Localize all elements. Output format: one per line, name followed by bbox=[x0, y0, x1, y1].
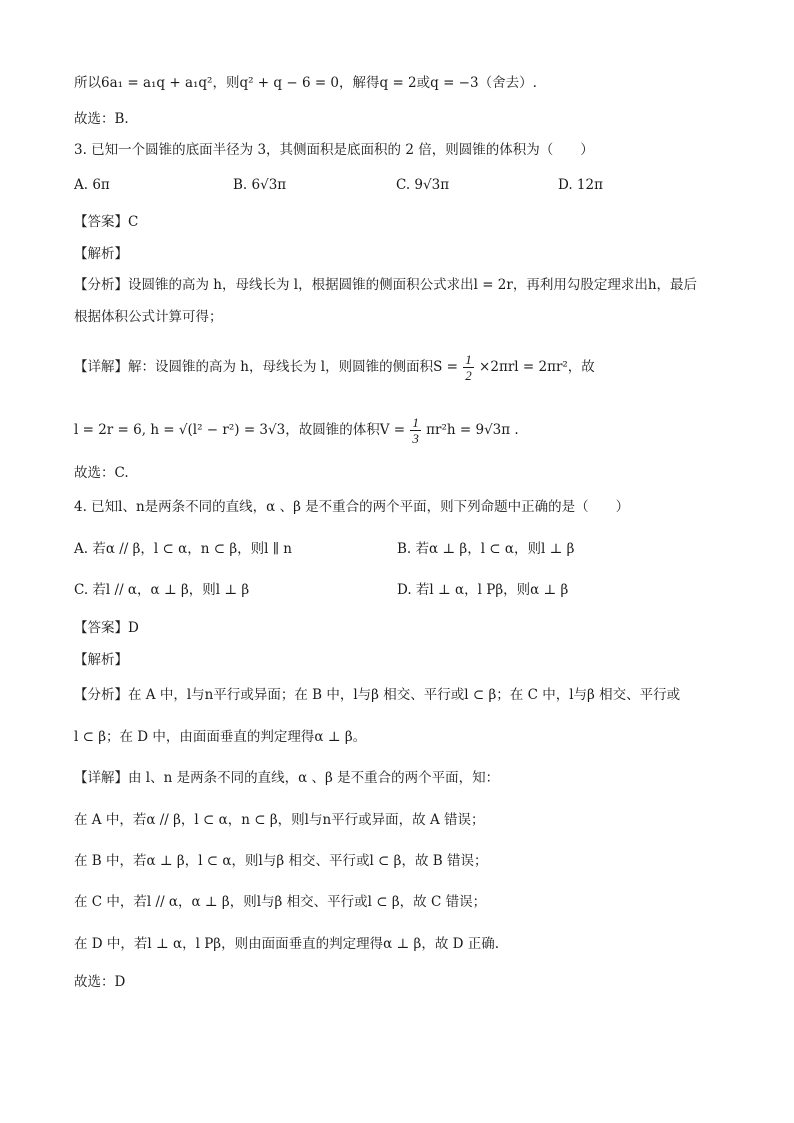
q3-option-b: B. 6√3π bbox=[233, 177, 287, 193]
q4-option-d: D. 若l ⊥ α，l Pβ，则α ⊥ β bbox=[397, 582, 569, 598]
detail-line: 在 D 中，若l ⊥ α，l Pβ，则由面面垂直的判定理得α ⊥ β，故 D 正确. bbox=[74, 936, 500, 952]
q3-option-a: A. 6π bbox=[74, 177, 110, 193]
q3-option-c: C. 9√3π bbox=[396, 177, 450, 193]
detail-text: πr²h = 9√3π . bbox=[426, 422, 519, 438]
fraction-one-third: $\frac{1}{3}$ bbox=[412, 415, 419, 446]
analysis-line: l ⊂ β；在 D 中，由面面垂直的判定理得α ⊥ β。 bbox=[74, 729, 367, 745]
detail-line-with-fraction bbox=[74, 352, 595, 383]
question-4-stem: 4. 已知l、n是两条不同的直线，α 、β 是不重合的两个平面，则下列命题中正确的是（ ） bbox=[74, 499, 630, 515]
detail-text: l = 2r = 6, h = √(l² − r²) = 3√3，故圆锥的体积V = bbox=[74, 422, 406, 438]
detail-text: ×2πrl = 2πr²，故 bbox=[479, 359, 595, 375]
answer-choice-line: 故选：C. bbox=[74, 465, 129, 481]
answer-choice-line: 故选：D bbox=[74, 974, 126, 990]
detail-line: 【详解】由 l、n 是两条不同的直线，α 、β 是不重合的两个平面，知： bbox=[74, 770, 500, 786]
analysis-line: 根据体积公式计算可得； bbox=[74, 309, 223, 325]
q4-option-b: B. 若α ⊥ β，l ⊂ α，则l ⊥ β bbox=[397, 541, 575, 557]
detail-line: 在 C 中，若l // α，α ⊥ β，则l与β 相交、平行或l ⊂ β，故 C 错误； bbox=[74, 894, 487, 910]
analysis-line: 【分析】在 A 中，l与n平行或异面；在 B 中，l与β 相交、平行或l ⊂ β；在 C 中，l与β 相交、平行或 bbox=[74, 687, 681, 703]
q4-option-a: A. 若α // β，l ⊂ α，n ⊂ β，则l ∥ n bbox=[74, 541, 292, 557]
fraction-one-half: $\frac{1}{2}$ bbox=[465, 352, 472, 383]
question-3-stem: 3. 已知一个圆锥的底面半径为 3，其侧面积是底面积的 2 倍，则圆锥的体积为（ ） bbox=[74, 142, 594, 158]
analysis-line: 【分析】设圆锥的高为 h，母线长为 l，根据圆锥的侧面积公式求出l = 2r，再利用勾股定理求出h，最后 bbox=[74, 277, 698, 293]
answer-choice-line: 故选：B. bbox=[74, 111, 129, 127]
q3-option-d: D. 12π bbox=[558, 177, 603, 193]
detail-text: 【详解】解：设圆锥的高为 h，母线长为 l，则圆锥的侧面积S = bbox=[74, 359, 458, 375]
answer-label: 【答案】D bbox=[74, 620, 139, 636]
analysis-label: 【解析】 bbox=[74, 246, 128, 262]
detail-line: 在 A 中，若α // β，l ⊂ α，n ⊂ β，则l与n平行或异面，故 A 错误； bbox=[74, 812, 485, 828]
detail-line-with-fraction bbox=[74, 415, 519, 446]
solution-line: 所以6a₁ = a₁q + a₁q²，则q² + q − 6 = 0，解得q = 2或q = −3（舍去）. bbox=[74, 75, 537, 91]
analysis-label: 【解析】 bbox=[74, 652, 128, 668]
detail-line: 在 B 中，若α ⊥ β，l ⊂ α，则l与β 相交、平行或l ⊂ β，故 B 错误； bbox=[74, 853, 488, 869]
q4-option-c: C. 若l // α，α ⊥ β，则l ⊥ β bbox=[74, 582, 250, 598]
answer-label: 【答案】C bbox=[74, 214, 139, 230]
